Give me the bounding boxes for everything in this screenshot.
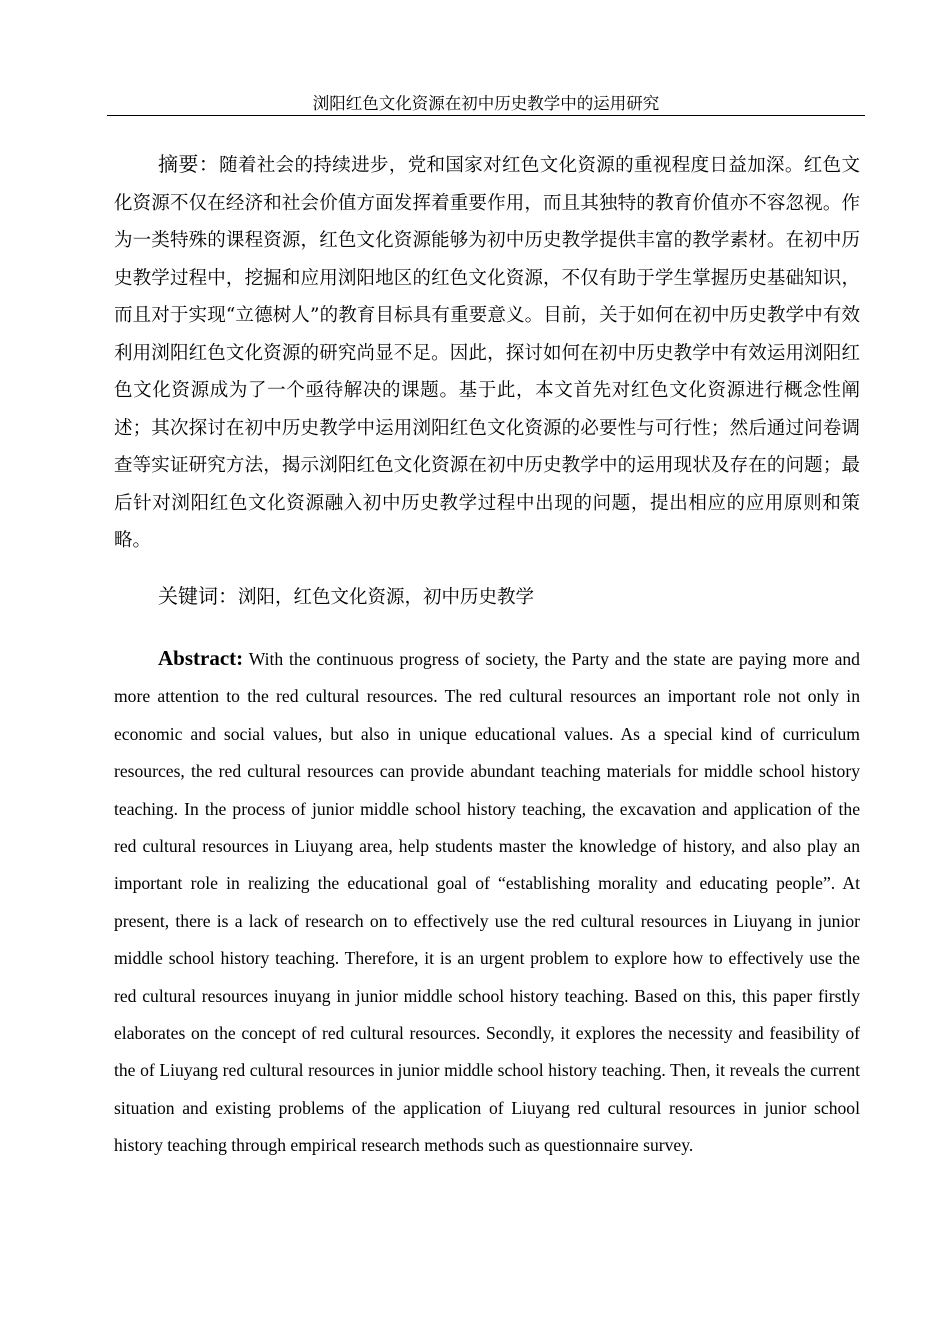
chinese-abstract-label: 摘要： bbox=[158, 152, 220, 176]
chinese-keywords-label: 关键词： bbox=[158, 584, 238, 608]
english-abstract-text: With the continuous progress of society, the Party and the state are paying more and more attention to the red cultural resources. The red cultural resources an important role not only in economic and social values, but also in unique educational values. As a special kind of curriculum resources, the red cultural resources can provide abundant teaching materials for middle school history teaching. In the process of junior middle school history teaching, the excavation and application of the red cultural resources in Liuyang area, help students master the knowledge of history, and also play an important role in realizing the educational goal of “establishing morality and educating people”. At present, there is a lack of research on to effectively use the red cultural resources in Liuyang in junior middle school history teaching. Therefore, it is an urgent problem to explore how to effectively use the red cultural resources inuyang in junior middle school history teaching. Based on this, this paper firstly elaborates on the concept of red cultural resources. Secondly, it explores the necessity and feasibility of the of Liuyang red cultural resources in junior middle school history teaching. Then, it reveals the current situation and existing problems of the application of Liuyang red cultural resources in junior school history teaching through empirical research methods such as questionnaire survey. bbox=[114, 649, 860, 1156]
english-abstract-label: Abstract: bbox=[158, 646, 244, 670]
chinese-abstract bbox=[114, 146, 860, 560]
english-abstract bbox=[114, 640, 860, 1165]
chinese-keywords-text: 浏阳，红色文化资源，初中历史教学 bbox=[238, 587, 535, 608]
page-header bbox=[107, 93, 865, 116]
chinese-keywords bbox=[114, 578, 860, 616]
running-title: 浏阳红色文化资源在初中历史教学中的运用研究 bbox=[312, 94, 660, 113]
chinese-abstract-text: 随着社会的持续进步，党和国家对红色文化资源的重视程度日益加深。红色文化资源不仅在经济和社会价值方面发挥着重要作用，而且其独特的教育价值亦不容忽视。作为一类特殊的课程资源，红色文化资源能够为初中历史教学提供丰富的教学素材。在初中历史教学过程中，挖掘和应用浏阳地区的红色文化资源，不仅有助于学生掌握历史基础知识，而且对于实现“立德树人”的教育目标具有重要意义。目前，关于如何在初中历史教学中有效利用浏阳红色文化资源的研究尚显不足。因此，探讨如何在初中历史教学中有效运用浏阳红色文化资源成为了一个亟待解决的课题。基于此，本文首先对红色文化资源进行概念性阐述；其次探讨在初中历史教学中运用浏阳红色文化资源的必要性与可行性；然后通过问卷调查等实证研究方法，揭示浏阳红色文化资源在初中历史教学中的运用现状及存在的问题；最后针对浏阳红色文化资源融入初中历史教学过程中出现的问题，提出相应的应用原则和策略。 bbox=[114, 155, 860, 551]
